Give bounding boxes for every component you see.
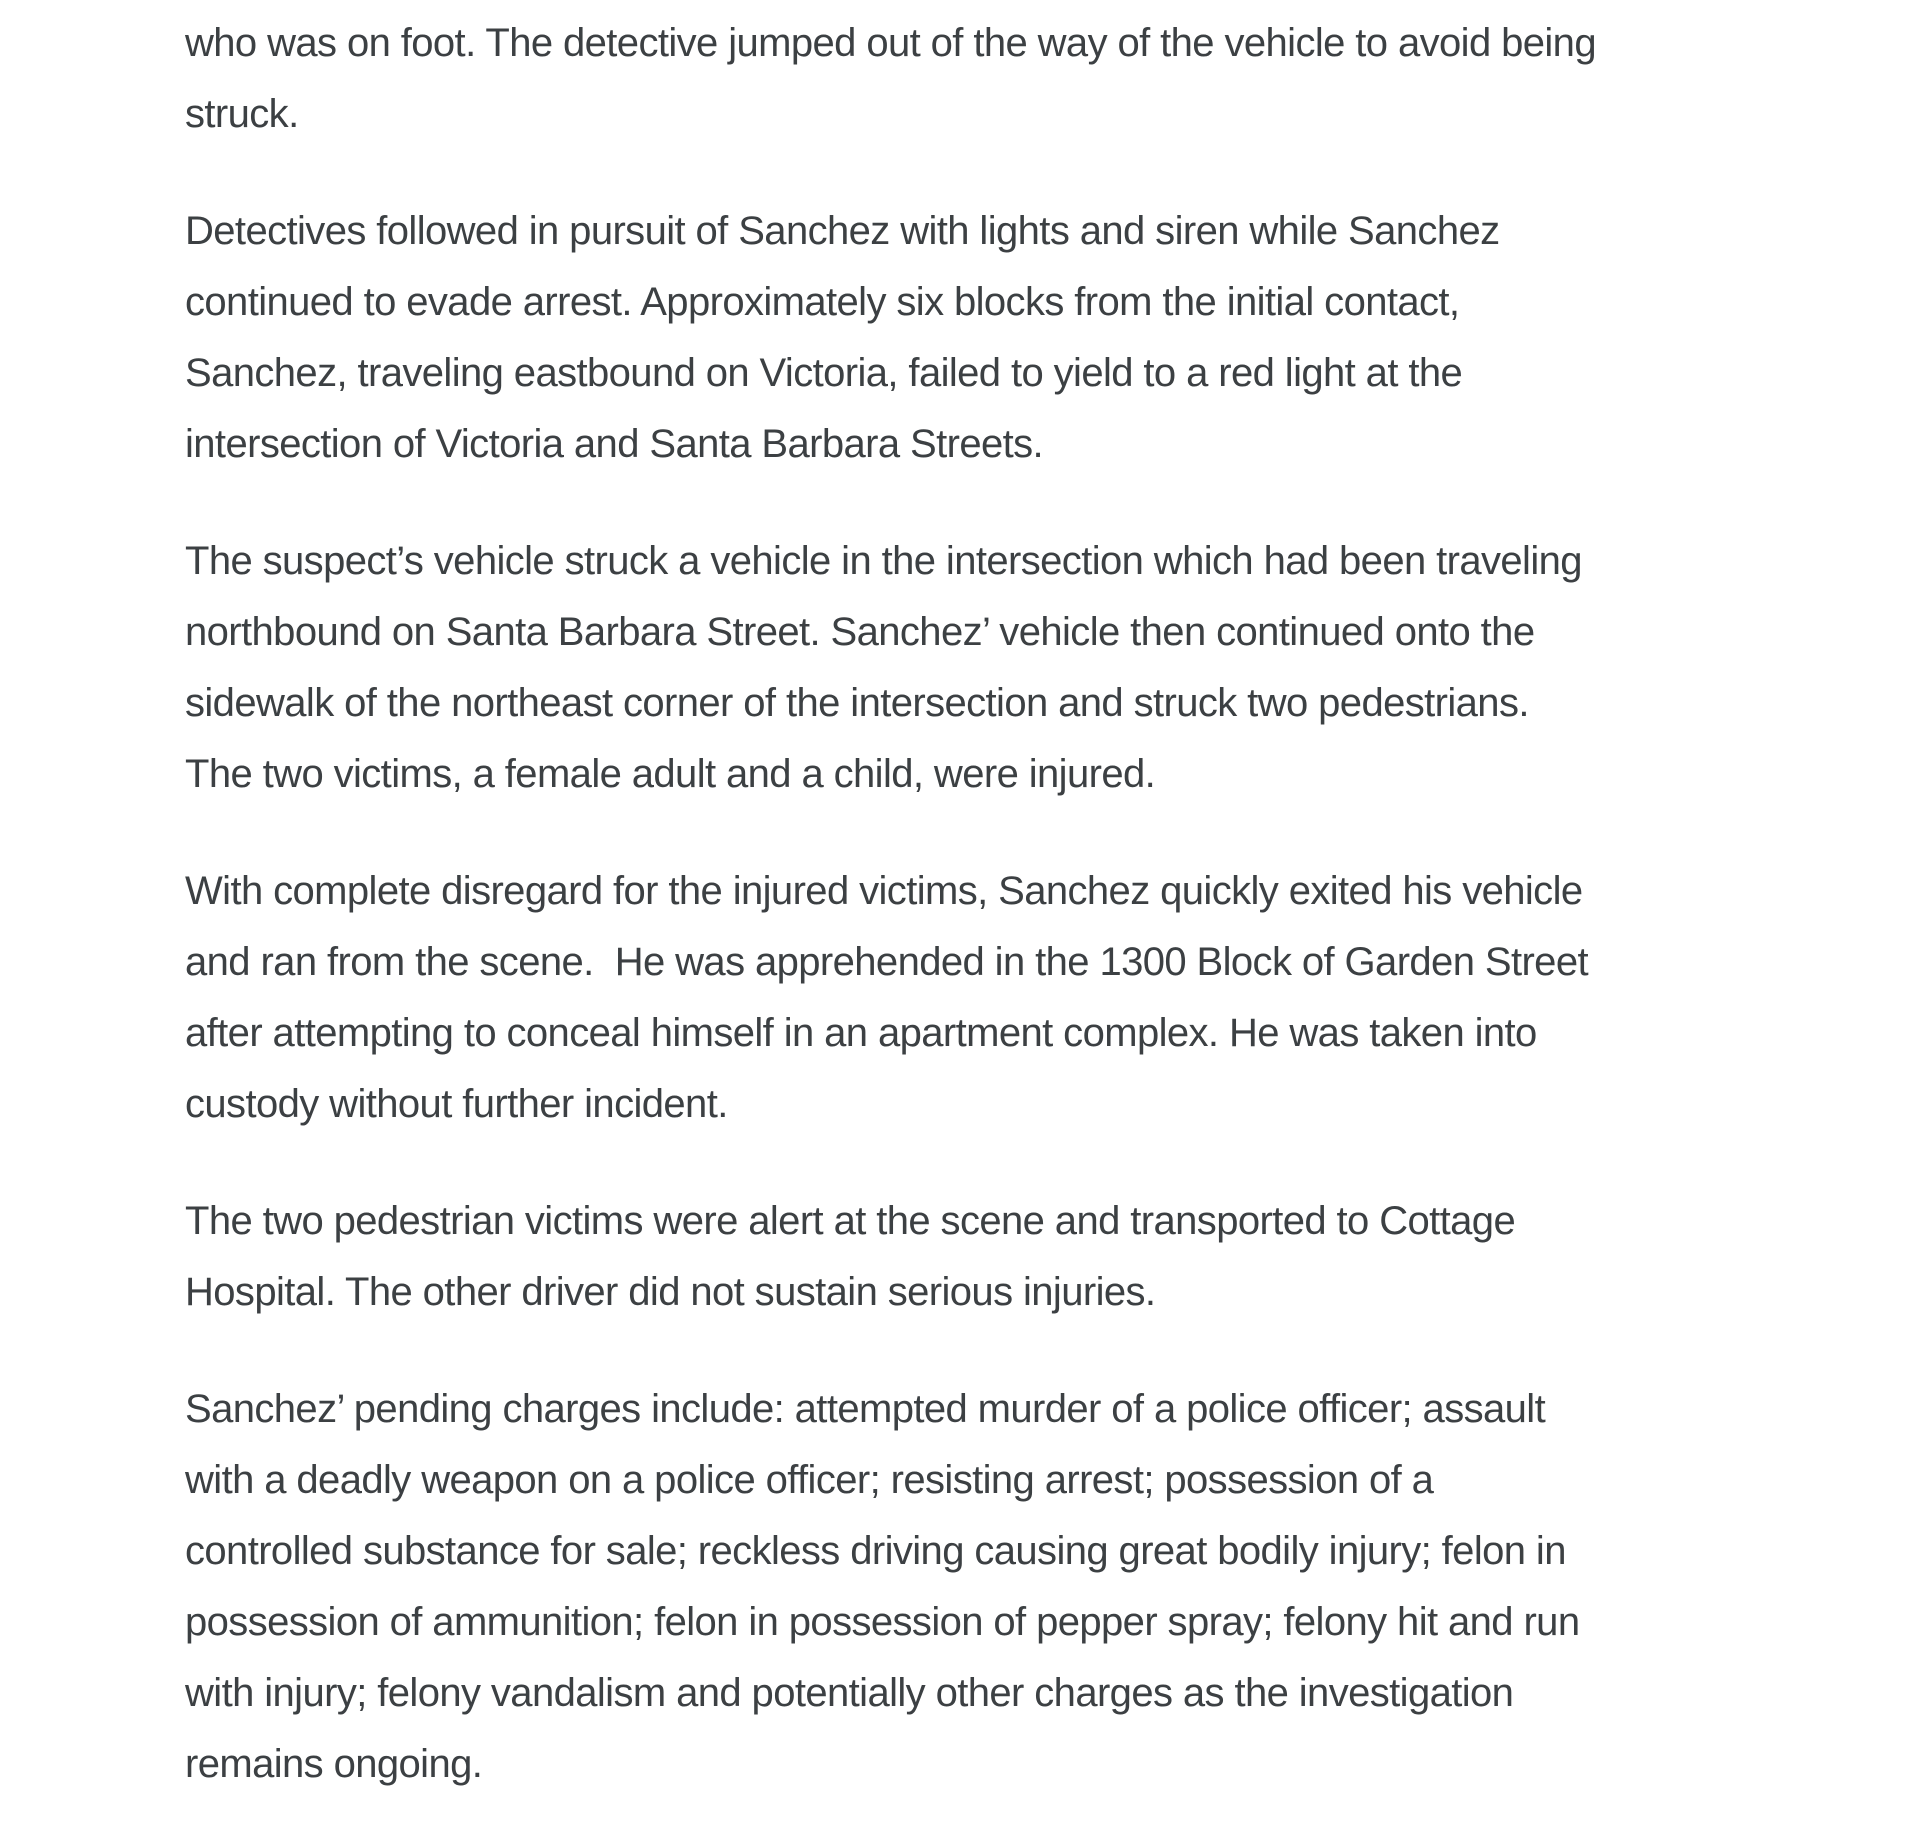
text-line: Hospital. The other driver did not sustain serious injuries. — [185, 1270, 1156, 1314]
text-line: remains ongoing. — [185, 1742, 483, 1786]
text-line: The two pedestrian victims were alert at the scene and transported to Cottage — [185, 1199, 1516, 1243]
paragraph — [185, 856, 1760, 1140]
paragraph — [185, 1186, 1760, 1328]
text-line: With complete disregard for the injured victims, Sanchez quickly exited his vehicle — [185, 869, 1583, 913]
text-line: The suspect’s vehicle struck a vehicle in the intersection which had been traveling — [185, 539, 1582, 583]
text-line: northbound on Santa Barbara Street. Sanchez’ vehicle then continued onto the — [185, 610, 1535, 654]
paragraph — [185, 8, 1760, 150]
paragraph — [185, 526, 1760, 810]
text-line: custody without further incident. — [185, 1082, 728, 1126]
text-line: who was on foot. The detective jumped out of the way of the vehicle to avoid being — [185, 21, 1596, 65]
text-line: struck. — [185, 92, 299, 136]
paragraph — [185, 1374, 1760, 1800]
text-line: possession of ammunition; felon in possession of pepper spray; felony hit and run — [185, 1600, 1580, 1644]
text-line: and ran from the scene. He was apprehended in the 1300 Block of Garden Street — [185, 940, 1588, 984]
text-line: controlled substance for sale; reckless driving causing great bodily injury; felon in — [185, 1529, 1566, 1573]
text-line: with a deadly weapon on a police officer; resisting arrest; possession of a — [185, 1458, 1434, 1502]
text-line: continued to evade arrest. Approximately six blocks from the initial contact, — [185, 280, 1460, 324]
text-line: with injury; felony vandalism and potentially other charges as the investigation — [185, 1671, 1514, 1715]
text-line: The two victims, a female adult and a child, were injured. — [185, 752, 1156, 796]
text-line: intersection of Victoria and Santa Barbara Streets. — [185, 422, 1044, 466]
text-line: Detectives followed in pursuit of Sanchez with lights and siren while Sanchez — [185, 209, 1500, 253]
paragraph — [185, 196, 1760, 480]
text-line: after attempting to conceal himself in an apartment complex. He was taken into — [185, 1011, 1537, 1055]
text-line: Sanchez’ pending charges include: attempted murder of a police officer; assault — [185, 1387, 1546, 1431]
text-line: sidewalk of the northeast corner of the intersection and struck two pedestrians. — [185, 681, 1529, 725]
text-line: Sanchez, traveling eastbound on Victoria, failed to yield to a red light at the — [185, 351, 1463, 395]
article-body — [185, 8, 1760, 1800]
